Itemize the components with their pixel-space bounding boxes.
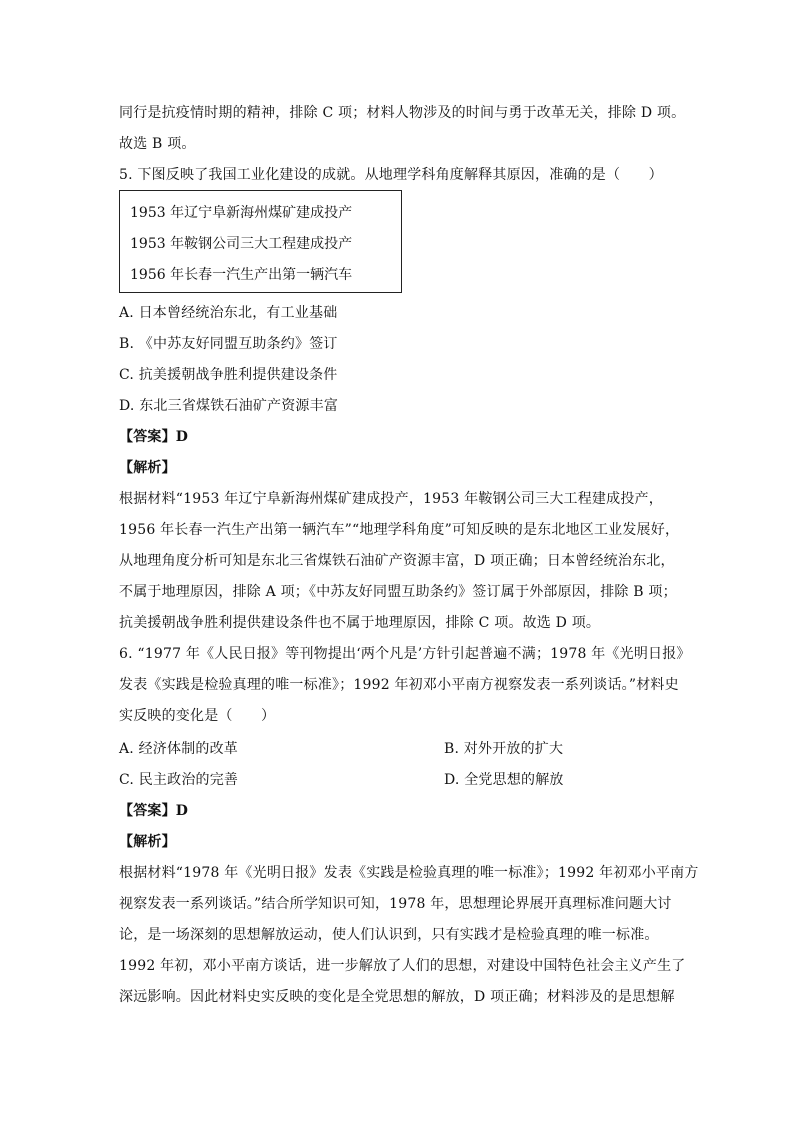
analysis-text: 根据材料“1978 年《光明日报》发表《实践是检验真理的唯一标准》；1992 年初邓小平南方 [119, 865, 699, 881]
text-line: 同行是抗疫情时期的精神，排除 C 项；材料人物涉及的时间与勇于改革无关，排除 D 项。 [119, 105, 686, 121]
question-5-material-box [119, 190, 402, 293]
analysis-text: 从地理角度分析可知是东北三省煤铁石油矿产资源丰富，D 项正确；日本曾经统治东北， [119, 553, 675, 569]
analysis-text: 视察发表一系列谈话。”结合所学知识可知，1978 年，思想理论界展开真理标准问题大讨 [119, 896, 672, 912]
question-6-stem: 6. “1977 年《人民日报》等刊物提出‘两个凡是’方针引起普遍不满；1978 年《光明日报》 [119, 646, 691, 662]
material-item: 1953 年辽宁阜新海州煤矿建成投产 [130, 205, 353, 221]
option-a: A. 经济体制的改革 [119, 741, 239, 757]
analysis-text: 论，是一场深刻的思想解放运动，使人们认识到，只有实践才是检验真理的唯一标准。 [119, 927, 659, 943]
analysis-text: 1992 年初，邓小平南方谈话，进一步解放了人们的思想，对建设中国特色社会主义产生了 [119, 958, 686, 974]
analysis-text: 抗美援朝战争胜利提供建设条件也不属于地理原因，排除 C 项。故选 D 项。 [119, 615, 601, 631]
analysis-text: 1956 年长春一汽生产出第一辆汽车”“地理学科角度”可知反映的是东北地区工业发展好， [119, 522, 680, 538]
question-6-stem: 实反映的变化是（ ） [119, 708, 276, 724]
analysis-label: 【解析】 [119, 460, 176, 476]
option-b: B. 对外开放的扩大 [444, 741, 564, 757]
material-item: 1956 年长春一汽生产出第一辆汽车 [130, 267, 353, 283]
option-c: C. 民主政治的完善 [119, 772, 239, 788]
answer-label: 【答案】D [119, 429, 189, 445]
option-b: B. 《中苏友好同盟互助条约》签订 [119, 336, 338, 352]
analysis-text: 深远影响。因此材料史实反映的变化是全党思想的解放，D 项正确；材料涉及的是思想解 [119, 989, 675, 1005]
question-5-stem: 5. 下图反映了我国工业化建设的成就。从地理学科角度解释其原因，准确的是（ ） [119, 167, 663, 183]
option-d: D. 东北三省煤铁石油矿产资源丰富 [119, 398, 339, 414]
analysis-label: 【解析】 [119, 834, 176, 850]
option-c: C. 抗美援朝战争胜利提供建设条件 [119, 367, 338, 383]
material-item: 1953 年鞍钢公司三大工程建成投产 [130, 236, 353, 252]
question-6-stem: 发表《实践是检验真理的唯一标准》；1992 年初邓小平南方视察发表一系列谈话。”材料史 [119, 677, 679, 693]
analysis-text: 不属于地理原因，排除 A 项；《中苏友好同盟互助条约》签订属于外部原因，排除 B 项； [119, 584, 677, 600]
option-a: A. 日本曾经统治东北，有工业基础 [119, 305, 338, 321]
option-d: D. 全党思想的解放 [444, 772, 564, 788]
answer-label: 【答案】D [119, 803, 189, 819]
text-line: 故选 B 项。 [119, 136, 196, 152]
analysis-text: 根据材料“1953 年辽宁阜新海州煤矿建成投产，1953 年鞍钢公司三大工程建成投产， [119, 491, 663, 507]
